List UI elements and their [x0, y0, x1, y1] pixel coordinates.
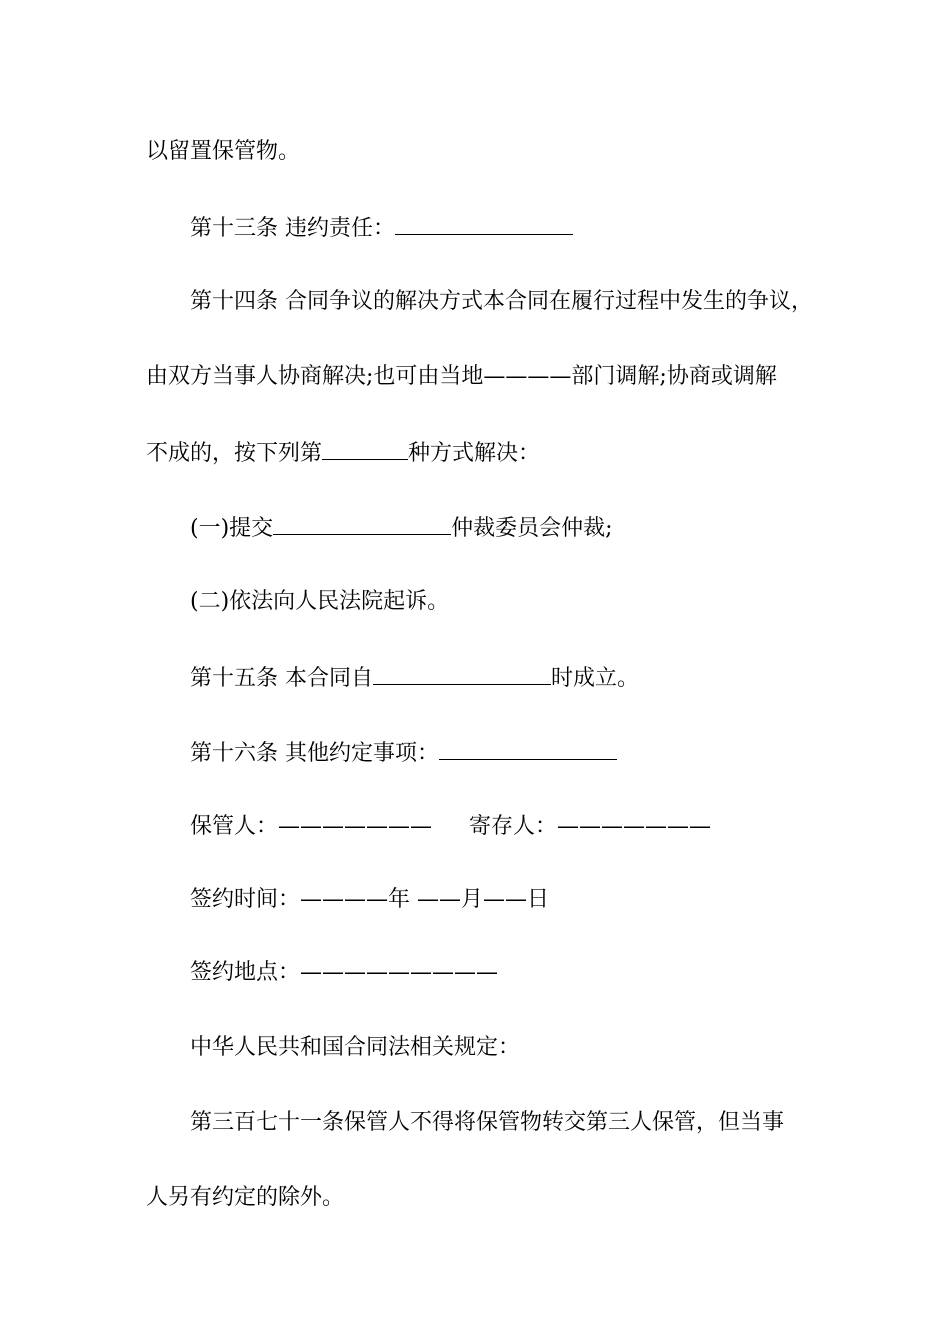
text-line-5-a: 不成的，按下列第	[146, 441, 323, 466]
signatories-line	[190, 812, 711, 842]
custodian-label: 保管人：———————	[190, 814, 433, 839]
article-16-text: 第十六条 其他约定事项：	[190, 741, 439, 766]
article-15-line	[190, 662, 639, 694]
depositor-label: 寄存人：———————	[469, 814, 712, 839]
option-1-b: 仲裁委员会仲裁;	[451, 516, 613, 541]
other-matters-blank	[439, 737, 617, 760]
option-1-a: (一)提交	[190, 516, 274, 541]
article-16-line	[190, 737, 617, 769]
article-13-line	[190, 212, 573, 244]
breach-liability-blank	[395, 212, 573, 235]
article-14-line: 第十四条 合同争议的解决方式本合同在履行过程中发生的争议，	[190, 289, 813, 314]
law-heading-line: 中华人民共和国合同法相关规定：	[190, 1035, 521, 1060]
method-number-blank	[322, 437, 408, 460]
text-line-15: 人另有约定的除外。	[146, 1185, 345, 1210]
signing-place-line: 签约地点：—————————	[190, 960, 499, 985]
text-line-4: 由双方当事人协商解决;也可由当地————部门调解;协商或调解	[146, 364, 777, 389]
option-1-line	[190, 512, 613, 544]
text-line-5-b: 种方式解决：	[408, 441, 541, 466]
article-15-b: 时成立。	[551, 666, 640, 691]
arbitration-committee-blank	[273, 512, 451, 535]
effective-time-blank	[373, 662, 551, 685]
article-371-line: 第三百七十一条保管人不得将保管物转交第三人保管，但当事	[190, 1110, 785, 1135]
signing-time-line: 签约时间：————年 ——月——日	[190, 887, 549, 912]
text-line-1: 以留置保管物。	[146, 139, 301, 164]
article-13-text: 第十三条 违约责任：	[190, 216, 395, 241]
article-15-a: 第十五条 本合同自	[190, 666, 373, 691]
text-line-5	[146, 437, 540, 469]
option-2-line: (二)依法向人民法院起诉。	[190, 589, 450, 614]
